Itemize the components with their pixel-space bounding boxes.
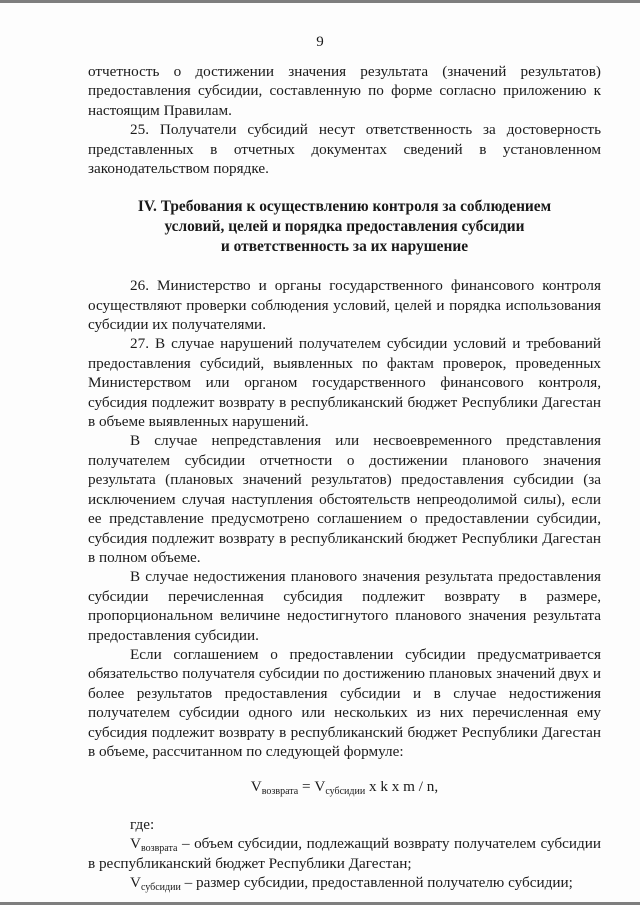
section-heading-line: IV. Требования к осуществлению контроля за соблюдением: [137, 198, 552, 216]
definition-v-return: [88, 834, 601, 873]
formula-rest: x k x m / n,: [365, 778, 439, 796]
definition-v-subsidy: [88, 873, 601, 892]
paragraph-continuation: отчетность о достижении значения результата (значений результатов) предоставления субсидии, составленную по форме согласно приложению к настоящим Правилам.: [88, 63, 601, 119]
paragraph-26: 26. Министерство и органы государственного финансового контроля осуществляют проверки соблюдения условий, целей и порядка использования субсидии их получателями.: [88, 277, 601, 334]
definition-subscript: субсидии: [140, 882, 181, 893]
paragraph-multiple-results: Если соглашением о предоставлении субсидии предусматривается обязательство получателя субсидии по достижению плановых значений двух и более результатов предоставления субсидии и в случае недостижения получателем субсидии одного или нескольких из них перечисленная ему субсидия подлежит возврату в республиканский бюджет Республики Дагестан в объеме, рассчитанном по следующей формуле:: [88, 645, 601, 760]
paragraph-27: 27. В случае нарушений получателем субсидии условий и требований предоставления субсидий, выявленных по фактам проверок, проведенных Министерством или органом государственного финансового контроля, субсидия подлежит возврату в республиканский бюджет Республики Дагестан в объеме выявленных нарушений.: [88, 335, 601, 431]
where-label: где:: [130, 815, 155, 833]
section-heading: [88, 197, 601, 256]
definition-text: – размер субсидии, предоставленной получателю субсидии;: [180, 874, 573, 891]
paragraph-25: 25. Получатели субсидий несут ответственность за достоверность представленных в отчетных документах сведений в установленном законодательством порядке.: [88, 121, 601, 178]
definition-text: – объем субсидии, подлежащий возврату получателем субсидии в республиканский бюджет Республики Дагестан;: [88, 835, 601, 872]
definition-subscript: возврата: [140, 843, 178, 855]
paragraph-nonachievement: В случае недостижения планового значения результата предоставления субсидии перечисленная субсидия подлежит возврату в размере, пропорциональном величине недостигнутого планового значения результата предоставления субсидии.: [88, 568, 601, 644]
document-body: [88, 62, 601, 892]
definition-symbol: V: [130, 835, 141, 853]
formula-equals: = V: [298, 778, 326, 796]
section-heading-line: условий, целей и порядка предоставления субсидии: [164, 218, 525, 236]
page-number: 9: [316, 34, 324, 50]
scan-edge-top: [0, 0, 640, 3]
formula-symbol: V: [250, 778, 262, 796]
section-heading-line: и ответственность за их нарушение: [220, 237, 469, 255]
formula-subscript: субсидии: [325, 786, 366, 798]
paragraph-nonreporting: В случае непредставления или несвоевременного представления получателем субсидии отчетности о достижении планового значения результата (плановых значений результатов) предоставления субсидии (за исключением случая наступления обстоятельств непреодолимой силы), если ее представление предусмотрено соглашением о предоставлении субсидии, субсидия подлежит возврату в республиканский бюджет Республики Дагестан в полном объеме.: [88, 432, 601, 566]
formula-subscript: возврата: [261, 786, 299, 798]
definition-symbol: V: [130, 874, 141, 891]
formula: [88, 777, 601, 796]
